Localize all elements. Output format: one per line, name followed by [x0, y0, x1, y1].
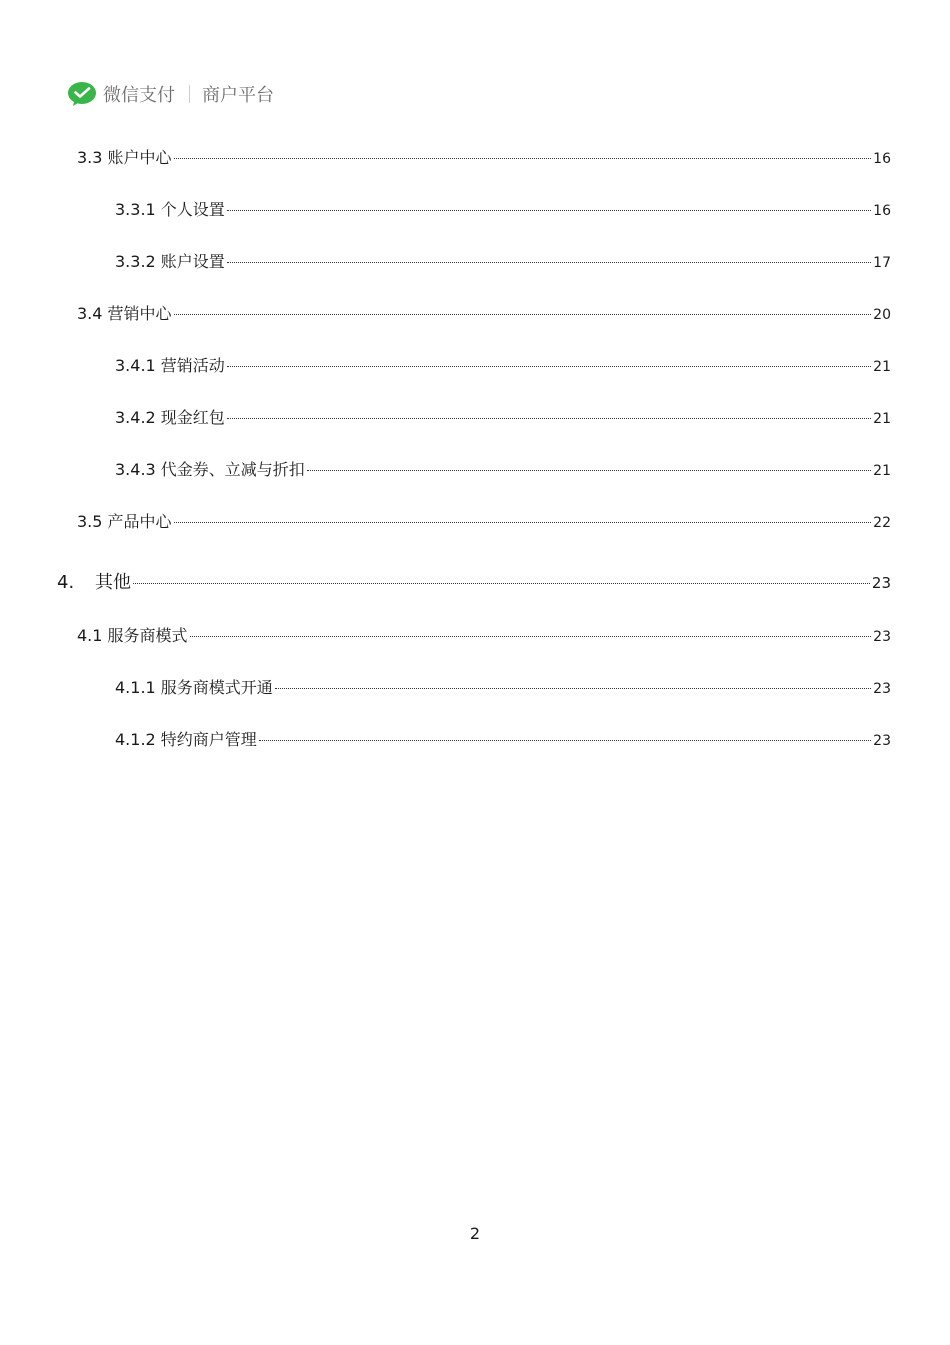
brand-merchant-platform: 商户平台: [202, 85, 274, 106]
dot-leader: [174, 522, 872, 523]
toc-entry-4-1-1[interactable]: [115, 678, 891, 699]
toc-entry-page: 21: [873, 463, 891, 479]
page-number: 2: [469, 1224, 481, 1243]
toc-entry-page: 21: [873, 359, 891, 375]
dot-leader: [133, 583, 870, 584]
dot-leader: [259, 740, 871, 741]
toc-entry-3-3[interactable]: [77, 148, 891, 169]
toc-entry-label: 3.4.2 现金红包: [115, 408, 225, 427]
toc-entry-3-4[interactable]: [77, 304, 891, 325]
toc-entry-3-4-1[interactable]: [115, 356, 891, 377]
toc-entry-label: 4.1 服务商模式: [77, 626, 188, 645]
toc-entry-page: 17: [873, 255, 891, 271]
toc-entry-3-3-2[interactable]: [115, 252, 891, 273]
page-header: [67, 80, 274, 108]
toc-entry-4-1[interactable]: [77, 626, 891, 647]
toc-entry-4-1-2[interactable]: [115, 730, 891, 751]
toc-entry-3-5[interactable]: [77, 512, 891, 533]
toc-entry-label: 3.3 账户中心: [77, 148, 172, 167]
toc-entry-label: 3.4.1 营销活动: [115, 356, 225, 375]
toc-entry-label: 3.4 营销中心: [77, 304, 172, 323]
toc-entry-label: 3.3.1 个人设置: [115, 200, 225, 219]
toc-entry-label: 3.5 产品中心: [77, 512, 172, 531]
toc-entry-label: 3.3.2 账户设置: [115, 252, 225, 271]
dot-leader: [227, 210, 871, 211]
toc-entry-page: 23: [871, 574, 891, 592]
dot-leader: [190, 636, 872, 637]
dot-leader: [227, 262, 871, 263]
toc-entry-label: 4.1.2 特约商户管理: [115, 730, 257, 749]
toc-entry-label: 3.4.3 代金券、立减与折扣: [115, 460, 305, 479]
toc-entry-page: 23: [873, 629, 891, 645]
toc-entry-label: 4.1.1 服务商模式开通: [115, 678, 273, 697]
toc-entry-number: 4.: [57, 572, 75, 593]
dot-leader: [275, 688, 871, 689]
toc-entry-page: 20: [873, 307, 891, 323]
toc-entry-label-group: [57, 573, 131, 593]
toc-entry-page: 16: [873, 151, 891, 167]
toc-entry-page: 22: [873, 515, 891, 531]
dot-leader: [227, 366, 871, 367]
toc-entry-4[interactable]: [57, 573, 891, 593]
dot-leader: [307, 470, 871, 471]
dot-leader: [174, 314, 872, 315]
brand-wechat-pay: 微信支付: [103, 85, 175, 106]
dot-leader: [174, 158, 872, 159]
toc-entry-3-4-3[interactable]: [115, 460, 891, 481]
toc-entry-3-3-1[interactable]: [115, 200, 891, 221]
toc-entry-page: 23: [873, 733, 891, 749]
toc-entry-3-4-2[interactable]: [115, 408, 891, 429]
dot-leader: [227, 418, 871, 419]
toc-entry-label: 其他: [95, 572, 131, 593]
wechat-pay-logo-icon: [67, 81, 97, 107]
brand-divider: [189, 85, 190, 103]
toc-entry-page: 21: [873, 411, 891, 427]
toc-entry-page: 23: [873, 681, 891, 697]
toc-entry-page: 16: [873, 203, 891, 219]
